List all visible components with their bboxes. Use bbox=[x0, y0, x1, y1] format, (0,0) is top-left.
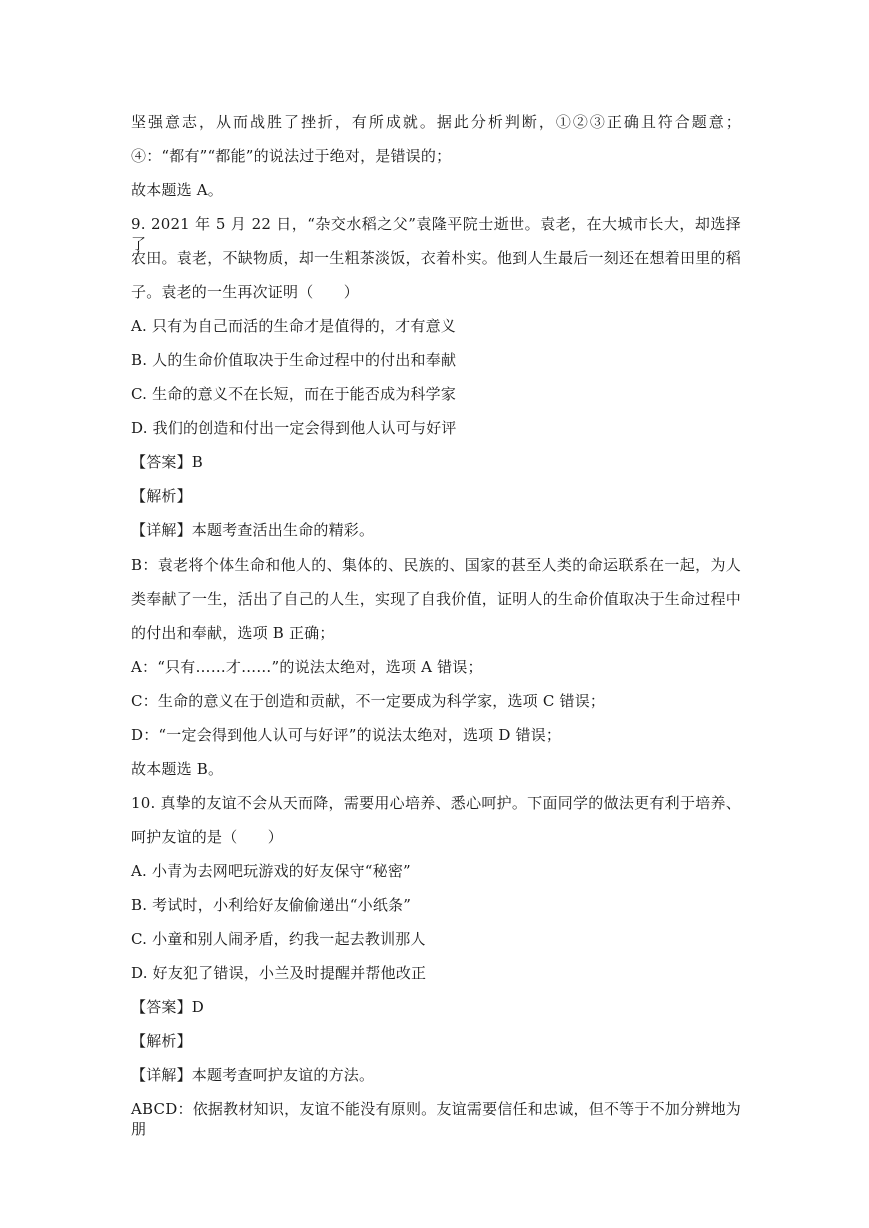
question-9-stem-line-1: 9. 2021 年 5 月 22 日，“杂交水稻之父”袁隆平院士逝世。袁老，在大城市长大，却选择了 bbox=[131, 215, 741, 253]
text-line-1: 坚强意志，从而战胜了挫折，有所成就。据此分析判断，①②③正确且符合题意； bbox=[131, 113, 741, 131]
question-9-analysis-heading: 【解析】 bbox=[131, 487, 192, 505]
question-9-conclusion: 故本题选 B。 bbox=[131, 760, 224, 778]
question-9-option-d: D. 我们的创造和付出一定会得到他人认可与好评 bbox=[131, 419, 457, 437]
question-10-detail: 【详解】本题考查呵护友谊的方法。 bbox=[131, 1066, 375, 1084]
question-10-option-d: D. 好友犯了错误，小兰及时提醒并帮他改正 bbox=[131, 964, 427, 982]
question-10-answer: 【答案】D bbox=[131, 998, 205, 1016]
question-9-option-b: B. 人的生命价值取决于生命过程中的付出和奉献 bbox=[131, 351, 457, 369]
question-10-option-b: B. 考试时，小利给好友偷偷递出“小纸条” bbox=[131, 896, 412, 914]
question-10-option-c: C. 小童和别人闹矛盾，约我一起去教训那人 bbox=[131, 930, 426, 948]
question-9-explanation-line-3: 的付出和奉献，选项 B 正确； bbox=[131, 624, 335, 642]
question-9-explanation-d: D：“一定会得到他人认可与好评”的说法太绝对，选项 D 错误； bbox=[131, 726, 562, 744]
question-9-explanation-line-1: B：袁老将个体生命和他人的、集体的、民族的、国家的甚至人类的命运联系在一起，为人 bbox=[131, 556, 741, 574]
question-9-answer: 【答案】B bbox=[131, 453, 204, 471]
text-line-3: 故本题选 A。 bbox=[131, 181, 224, 199]
question-9-explanation-line-2: 类奉献了一生，活出了自己的人生，实现了自我价值，证明人的生命价值取决于生命过程中 bbox=[131, 590, 741, 608]
question-9-detail: 【详解】本题考查活出生命的精彩。 bbox=[131, 521, 375, 539]
question-9-stem-line-2: 农田。袁老，不缺物质，却一生粗茶淡饭，衣着朴实。他到人生最后一刻还在想着田里的稻 bbox=[131, 249, 741, 267]
question-10-analysis-heading: 【解析】 bbox=[131, 1032, 192, 1050]
question-10-option-a: A. 小青为去网吧玩游戏的好友保守“秘密” bbox=[131, 862, 411, 880]
question-9-explanation-c: C：生命的意义在于创造和贡献，不一定要成为科学家，选项 C 错误； bbox=[131, 692, 606, 710]
question-10-explanation-line-1: ABCD：依据教材知识，友谊不能没有原则。友谊需要信任和忠诚，但不等于不加分辨地为朋 bbox=[131, 1100, 741, 1138]
question-9-explanation-a: A：“只有……才……”的说法太绝对，选项 A 错误； bbox=[131, 658, 483, 676]
question-10-stem-line-1: 10. 真挚的友谊不会从天而降，需要用心培养、悉心呵护。下面同学的做法更有利于培养、 bbox=[131, 794, 741, 812]
question-9-option-c: C. 生命的意义不在长短，而在于能否成为科学家 bbox=[131, 385, 457, 403]
question-9-stem-line-3: 子。袁老的一生再次证明（ ） bbox=[131, 283, 360, 301]
question-9-option-a: A. 只有为自己而活的生命才是值得的，才有意义 bbox=[131, 317, 456, 335]
text-line-2: ④：“都有”“都能”的说法过于绝对，是错误的； bbox=[131, 147, 452, 165]
question-10-stem-line-2: 呵护友谊的是（ ） bbox=[131, 828, 284, 846]
